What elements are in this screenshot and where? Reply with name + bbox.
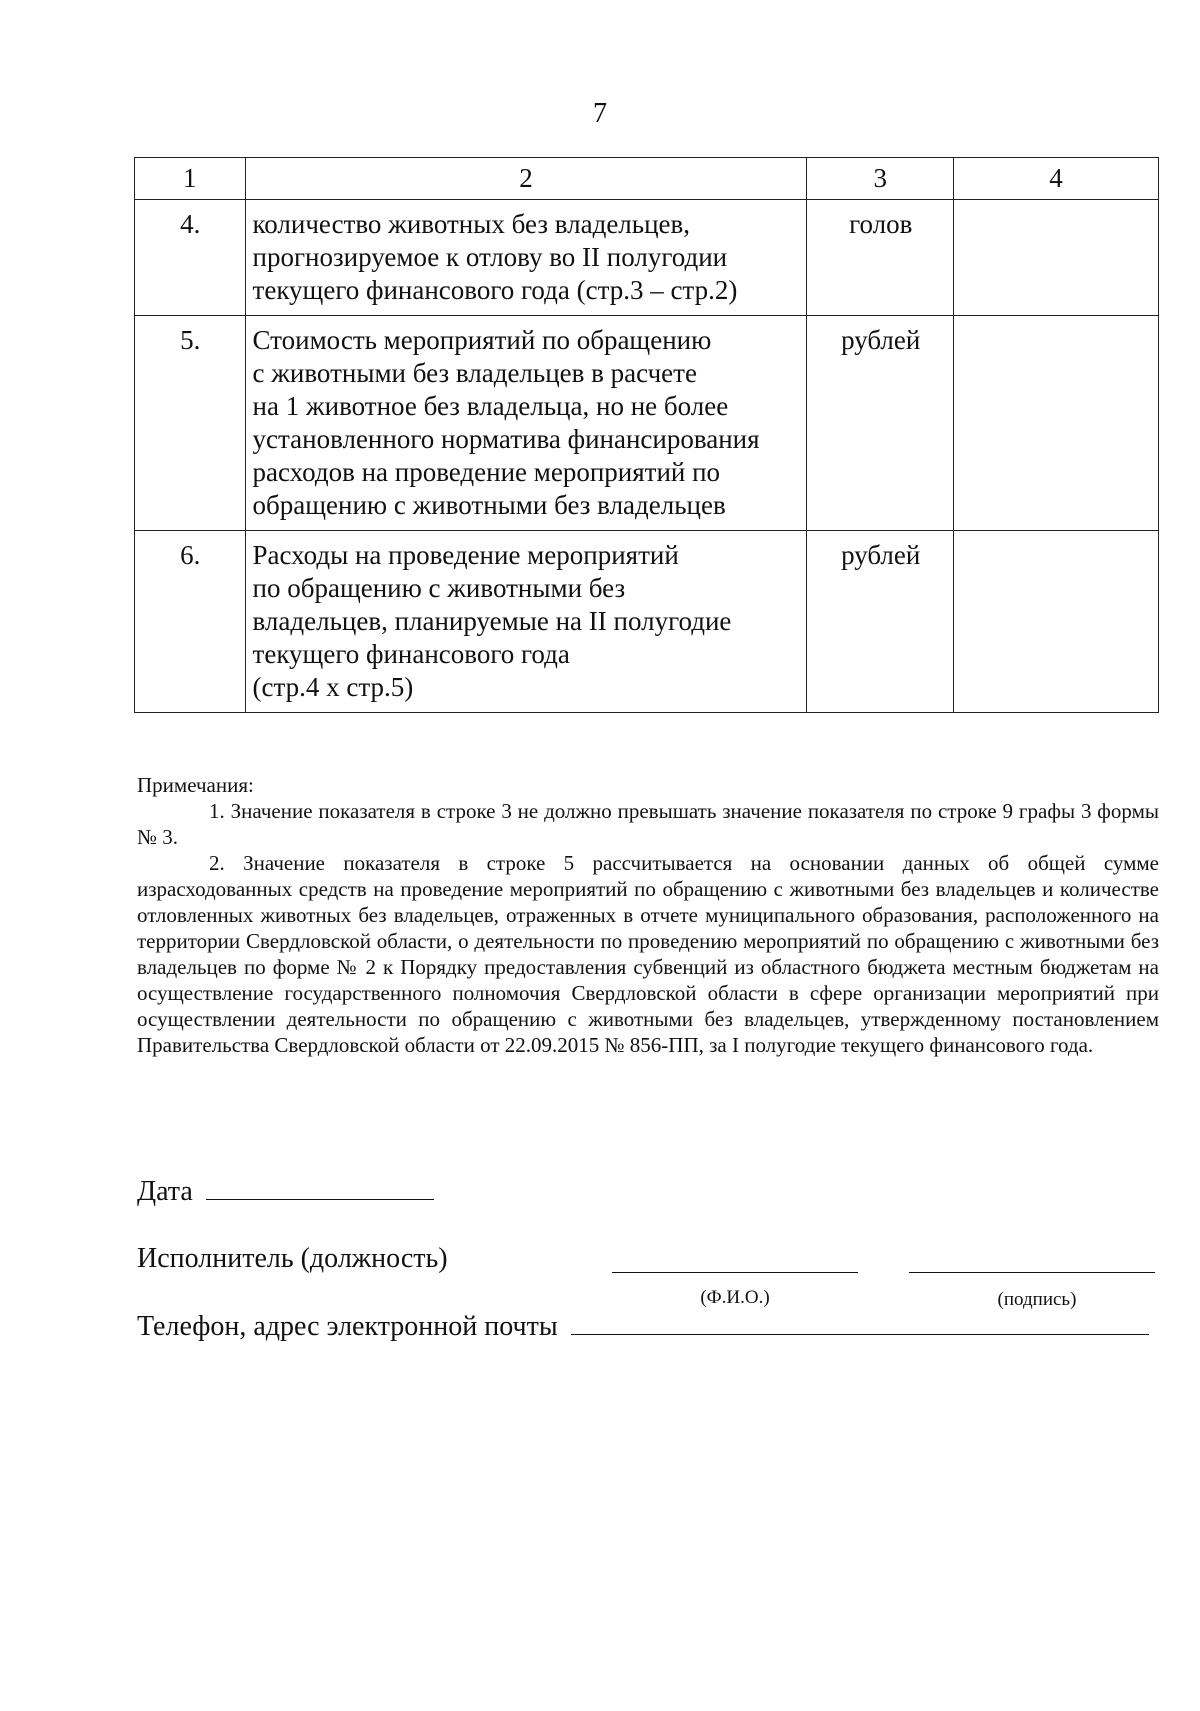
- date-line: [137, 1176, 1162, 1208]
- date-label: Дата: [137, 1176, 193, 1207]
- table-header-row: [135, 158, 1159, 200]
- notes-section: [137, 772, 1159, 1058]
- description-line: прогнозируемое к отлову во II полугодии: [252, 242, 728, 272]
- description-line: количество животных без владельцев,: [252, 209, 691, 239]
- header-cell-2: 2: [245, 158, 807, 200]
- row-unit: голов: [807, 200, 954, 316]
- description-line: (стр.4 х стр.5): [252, 672, 414, 702]
- notes-title: Примечания:: [137, 773, 254, 797]
- description-line: владельцев, планируемые на II полугодие: [252, 606, 732, 636]
- fio-field: [612, 1250, 858, 1273]
- row-description: [245, 531, 807, 713]
- description-line: обращению с животными без владельцев: [252, 490, 726, 520]
- row-unit: рублей: [807, 316, 954, 531]
- row-value: [954, 200, 1159, 316]
- description-line: Стоимость мероприятий по обращению: [252, 325, 712, 355]
- row-number: 6.: [135, 531, 246, 713]
- contact-line: [137, 1311, 1162, 1343]
- header-cell-3: 3: [807, 158, 954, 200]
- fio-caption: (Ф.И.О.): [700, 1287, 770, 1308]
- contact-label: Телефон, адрес электронной почты: [137, 1311, 558, 1342]
- header-cell-4: 4: [954, 158, 1159, 200]
- signature-field: [909, 1250, 1155, 1273]
- description-line: текущего финансового года (стр.3 – стр.2): [252, 275, 738, 305]
- note-item-1: 1. Значение показателя в строке 3 не должно превышать значение показателя по строке 9 графы 3 формы № 3.: [137, 799, 1159, 849]
- row-description: [245, 200, 807, 316]
- row-description: [245, 316, 807, 531]
- description-line: на 1 животное без владельца, но не более: [252, 391, 729, 421]
- page-number: 7: [593, 98, 607, 129]
- row-value: [954, 316, 1159, 531]
- table-row: [135, 200, 1159, 316]
- description-line: с животными без владельцев в расчете: [252, 358, 697, 388]
- executor-label: Исполнитель (должность): [137, 1243, 448, 1274]
- description-line: расходов на проведение мероприятий по: [252, 457, 721, 487]
- header-cell-1: 1: [135, 158, 246, 200]
- description-line: установленного норматива финансирования: [252, 424, 760, 454]
- table-row: [135, 316, 1159, 531]
- description-line: Расходы на проведение мероприятий: [252, 540, 679, 570]
- indicators-table: [134, 157, 1159, 713]
- description-line: текущего финансового года: [252, 639, 570, 669]
- signature-caption: (подпись): [997, 1289, 1077, 1310]
- row-number: 4.: [135, 200, 246, 316]
- table-row: [135, 531, 1159, 713]
- description-line: по обращению с животными без: [252, 573, 626, 603]
- contact-field: [571, 1312, 1149, 1335]
- row-unit: рублей: [807, 531, 954, 713]
- date-field: [206, 1177, 434, 1200]
- row-number: 5.: [135, 316, 246, 531]
- row-value: [954, 531, 1159, 713]
- note-item-2: 2. Значение показателя в строке 5 рассчитывается на основании данных об общей сумме израсходованных средств на проведение мероприятий по обращению с животными без владельцев и количестве отловленных животных без владельцев, отраженных в отчете муниципального образования, расположенного на территории Свердловской области, о деятельности по проведению мероприятий по обращению с животными без владельцев по форме № 2 к Порядку предоставления субвенций из областного бюджета местным бюджетам на осуществление государственного полномочия Свердловской области в сфере организации мероприятий при осуществлении деятельности по обращению с животными без владельцев, утвержденному постановлением Правительства Свердловской области от 22.09.2015 № 856-ПП, за I полугодие текущего финансового года.: [137, 851, 1159, 1057]
